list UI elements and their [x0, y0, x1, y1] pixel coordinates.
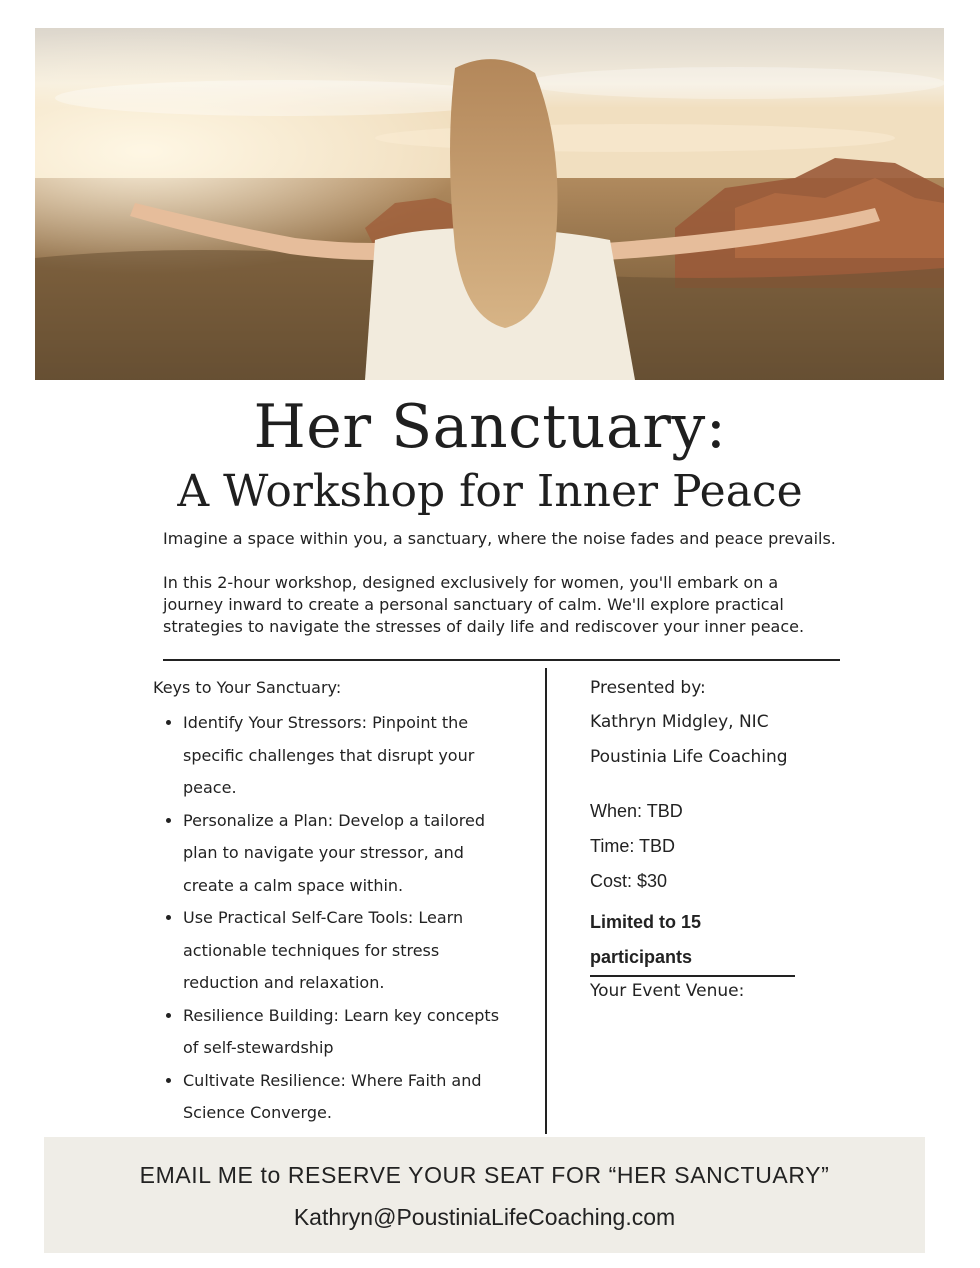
- company-name: Poustinia Life Coaching: [590, 747, 788, 767]
- list-item: • Resilience Building: Learn key concepts of self-stewardship: [183, 1000, 513, 1065]
- hero-illustration: [35, 28, 944, 380]
- reserve-call-to-action: EMAIL ME to RESERVE YOUR SEAT FOR “HER SANCTUARY”: [139, 1162, 830, 1188]
- vertical-divider: [545, 668, 547, 1134]
- presented-by-label: Presented by:: [590, 678, 706, 698]
- event-when: When: TBD: [590, 801, 683, 821]
- event-venue-label: Your Event Venue:: [590, 981, 745, 1001]
- intro-paragraph-2: In this 2-hour workshop, designed exclusively for women, you'll embark on a journey inward to create a personal sanctuary of calm. We'll explore practical strategies to navigate the stresses of daily life and rediscover your inner peace.: [163, 573, 805, 636]
- horizontal-divider: [163, 659, 840, 661]
- event-cost: Cost: $30: [590, 871, 668, 891]
- list-item: • Identify Your Stressors: Pinpoint the specific challenges that disrupt your peace.: [183, 707, 513, 805]
- keys-heading: Keys to Your Sanctuary:: [153, 678, 342, 697]
- footer-banner: [44, 1137, 925, 1253]
- presenter-name: Kathryn Midgley, NIC: [590, 712, 769, 732]
- contact-email[interactable]: Kathryn@PoustiniaLifeCoaching.com: [293, 1204, 676, 1230]
- list-item: • Cultivate Resilience: Where Faith and Science Converge.: [183, 1065, 513, 1130]
- keys-list: [160, 707, 513, 1130]
- list-item: • Use Practical Self-Care Tools: Learn actionable techniques for stress reduction and relaxation.: [183, 902, 513, 1000]
- event-time: Time: TBD: [590, 836, 676, 856]
- intro-paragraph-1: Imagine a space within you, a sanctuary, where the noise fades and peace prevails.: [163, 529, 836, 548]
- page-subtitle: A Workshop for Inner Peace: [177, 466, 803, 517]
- page-title: Her Sanctuary:: [253, 392, 727, 462]
- participant-limit: Limited to 15 participants: [590, 905, 795, 977]
- hero-photo: [35, 28, 944, 380]
- list-item: • Personalize a Plan: Develop a tailored plan to navigate your stressor, and create a calm space within.: [183, 805, 513, 903]
